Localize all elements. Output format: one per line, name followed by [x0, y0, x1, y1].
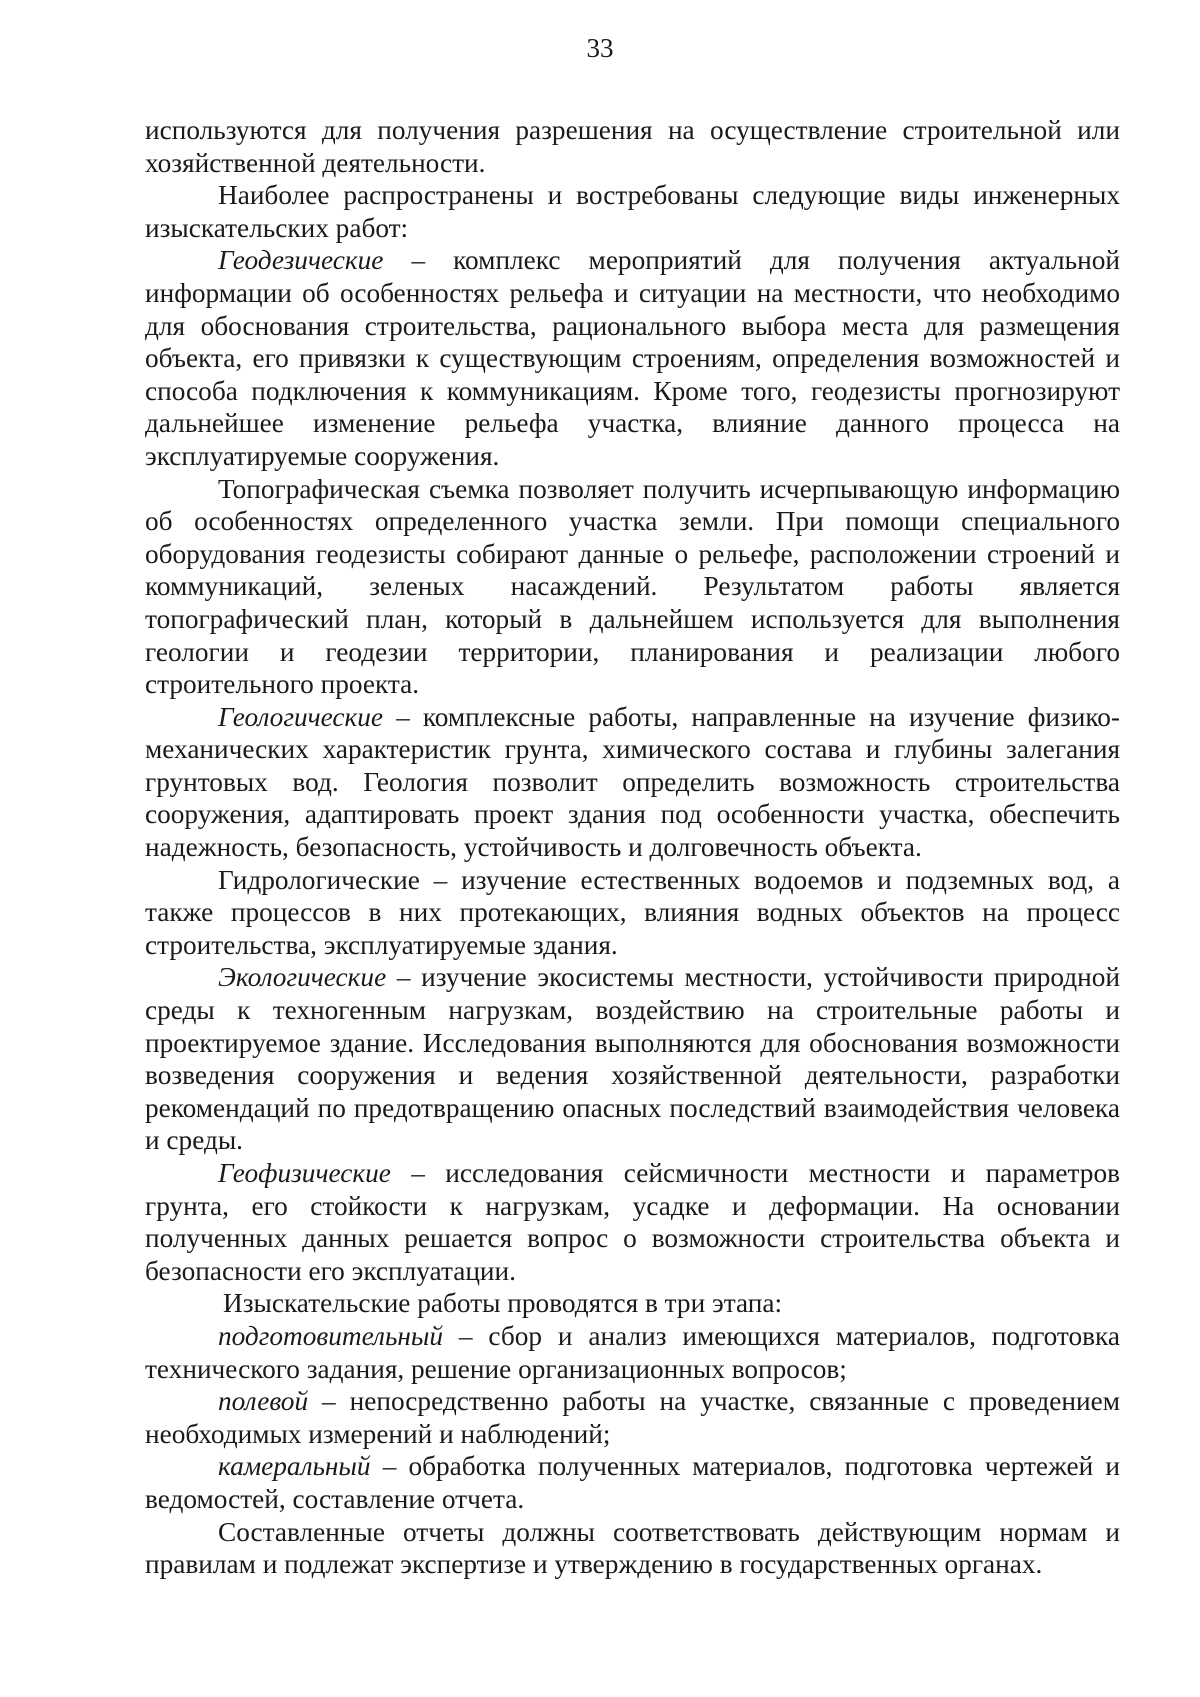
paragraph-stage-field — [145, 1385, 1120, 1450]
paragraph-stage-office — [145, 1450, 1120, 1515]
term-geodetic: Геодезические — [218, 245, 384, 276]
paragraph-topographic — [145, 473, 1120, 701]
term-geological: Геологические — [218, 701, 384, 732]
term-office: камеральный — [218, 1451, 371, 1482]
term-ecological: Экологические — [218, 962, 387, 993]
paragraph-text: Топографическая съемка позволяет получить исчерпывающую информацию об особенностях определенного участка земли. При помощи специального оборудования геодезисты собирают данные о рельефе, расположении строений и коммуникаций, зеленых насаждений. Результатом работы является топографический план, который в дальнейшем используется для выполнения геологии и геодезии территории, планирования и реализации любого строительного проекта. — [145, 473, 1120, 700]
paragraph-text: – комплексные работы, направленные на изучение физико-механических характеристик грунта, химического состава и глубины залегания грунтовых вод. Геология позволит определить возможность строительства сооружения, адаптировать проект здания под особенности участка, обеспечить надежность, безопасность, устойчивость и долговечность объекта. — [145, 701, 1120, 863]
page-body — [145, 114, 1120, 1581]
paragraph-text: – сбор и анализ имеющихся материалов, подготовка технического задания, решение организационных вопросов; — [145, 1320, 1120, 1384]
paragraph-text: – непосредственно работы на участке, связанные с проведением необходимых измерений и наблюдений; — [145, 1386, 1120, 1449]
paragraph-text: – обработка полученных материалов, подготовка чертежей и ведомостей, составление отчета. — [145, 1451, 1120, 1514]
paragraph-permits — [145, 114, 1120, 179]
paragraph-stages-intro — [145, 1287, 1120, 1320]
term-geophysical: Геофизические — [218, 1158, 391, 1188]
paragraph-ecological — [145, 961, 1120, 1157]
paragraph-geodetic — [145, 244, 1120, 472]
page-number: 33 — [586, 33, 614, 63]
paragraph-text: – исследования сейсмичности местности и параметров грунта, его стойкости к нагрузкам, усадке и деформации. На основании полученных данных решается вопрос о возможности строительства объекта и безопасности его эксплуатации. — [145, 1158, 1120, 1286]
paragraph-geological — [145, 701, 1120, 864]
term-preparatory: подготовительный — [218, 1320, 444, 1351]
paragraph-reports — [145, 1516, 1120, 1581]
paragraph-survey-types — [145, 179, 1120, 244]
paragraph-stage-preparatory — [145, 1320, 1120, 1385]
paragraph-hydrological — [145, 864, 1120, 962]
paragraph-text: Составленные отчеты должны соответствовать действующим нормам и правилам и подлежат экспертизе и утверждению в государственных органах. — [145, 1516, 1120, 1580]
paragraph-text: Изыскательские работы проводятся в три этапа: — [223, 1288, 783, 1319]
paragraph-text: – изучение экосистемы местности, устойчивости природной среды к техногенным нагрузкам, воздействию на строительные работы и проектируемое здание. Исследования выполняются для обоснования возможности возведения сооружения и ведения хозяйственной деятельности, разработки рекомендаций по предотвращению опасных последствий взаимодействия человека и среды. — [145, 962, 1120, 1156]
paragraph-text: Гидрологические – изучение естественных водоемов и подземных вод, а также процессов в них протекающих, влияния водных объектов на процесс строительства, эксплуатируемые здания. — [145, 864, 1120, 960]
paragraph-text: используются для получения разрешения на осуществление строительной или хозяйственной деятельности. — [145, 115, 1120, 178]
paragraph-text: Наиболее распространены и востребованы следующие виды инженерных изыскательских работ: — [145, 180, 1120, 243]
paragraph-geophysical — [145, 1157, 1120, 1287]
paragraph-text: – комплекс мероприятий для получения актуальной информации об особенностях рельефа и ситуации на местности, что необходимо для обоснования строительства, рационального выбора места для размещения объекта, его привязки к существующим строениям, определения возможностей и способа подключения к коммуникациям. Кроме того, геодезисты прогнозируют дальнейшее изменение рельефа участка, влияние данного процесса на эксплуатируемые сооружения. — [145, 245, 1120, 471]
term-field: полевой — [218, 1386, 309, 1417]
